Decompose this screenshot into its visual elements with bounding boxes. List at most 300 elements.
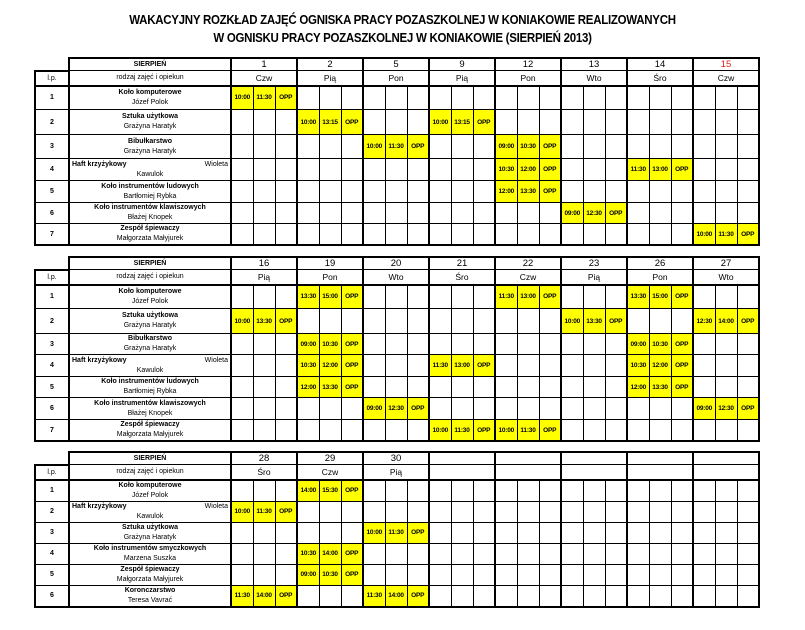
empty-cell <box>583 355 605 377</box>
empty-cell <box>715 135 737 159</box>
day-number: 21 <box>429 257 495 270</box>
table-row <box>35 181 759 203</box>
location-cell: OPP <box>671 355 693 377</box>
start-time-cell: 10:00 <box>429 110 451 135</box>
start-time-cell: 12:00 <box>627 377 649 398</box>
empty-cell <box>605 480 627 502</box>
end-time-cell: 13:30 <box>649 377 671 398</box>
activity-name: Sztuka użytkowa <box>121 523 178 531</box>
empty-cell <box>605 585 627 607</box>
empty-cell <box>407 543 429 564</box>
leader-name: Józef Polok <box>131 491 169 499</box>
empty-cell <box>363 377 385 398</box>
table-row <box>35 522 759 543</box>
empty-cell <box>275 377 297 398</box>
empty-cell <box>605 135 627 159</box>
empty-cell <box>473 564 495 585</box>
empty-cell <box>561 420 583 442</box>
empty-cell <box>253 181 275 203</box>
empty-cell <box>429 564 451 585</box>
day-number: 30 <box>363 452 429 465</box>
empty-cell <box>517 398 539 420</box>
empty-cell <box>715 585 737 607</box>
empty-cell <box>715 522 737 543</box>
schedule-table-1 <box>34 57 760 246</box>
empty-cell <box>627 181 649 203</box>
empty-cell <box>385 110 407 135</box>
empty-cell <box>693 86 715 110</box>
empty-cell <box>231 181 253 203</box>
weekday-name: Czw <box>297 465 363 480</box>
weekday-name: Wto <box>561 71 627 86</box>
end-time-cell: 15:00 <box>649 285 671 309</box>
empty-cell <box>495 224 517 246</box>
empty-cell <box>451 159 473 181</box>
empty-cell <box>737 135 759 159</box>
empty-cell <box>561 355 583 377</box>
empty-cell <box>561 543 583 564</box>
empty-cell <box>429 181 451 203</box>
empty-cell <box>451 285 473 309</box>
end-time-cell: 11:30 <box>253 86 275 110</box>
empty-cell <box>473 135 495 159</box>
day-number: 27 <box>693 257 759 270</box>
empty-cell <box>297 585 319 607</box>
start-time-cell: 11:30 <box>429 355 451 377</box>
start-time-cell: 09:00 <box>363 398 385 420</box>
empty-cell <box>473 543 495 564</box>
empty-cell <box>341 398 363 420</box>
location-cell: OPP <box>605 203 627 224</box>
activity-name: Sztuka użytkowa <box>121 113 178 120</box>
start-time-cell: 10:00 <box>231 86 253 110</box>
weekday-name: Śro <box>231 465 297 480</box>
empty-cell <box>627 309 649 334</box>
leader-name: Józef Polok <box>131 98 169 106</box>
day-number: 26 <box>627 257 693 270</box>
empty-cell <box>319 203 341 224</box>
empty-cell <box>583 224 605 246</box>
empty-cell <box>605 543 627 564</box>
empty-cell <box>693 585 715 607</box>
empty-cell <box>715 543 737 564</box>
activity-cell <box>69 135 231 159</box>
document-title-line-1: WAKACYJNY ROZKŁAD ZAJĘĆ OGNISKA PRACY POZASZKOLNEJ W KONIAKOWIE REALIZOWANYCH <box>129 13 676 27</box>
location-cell: OPP <box>407 585 429 607</box>
day-number: 16 <box>231 257 297 270</box>
activity-cell <box>69 159 231 181</box>
activity-name: Koło instrumentów klawiszowych <box>94 399 206 407</box>
start-time-cell: 11:30 <box>363 585 385 607</box>
empty-cell <box>715 285 737 309</box>
empty-cell <box>385 334 407 355</box>
day-number: 23 <box>561 257 627 270</box>
empty-cell <box>517 309 539 334</box>
empty-cell <box>341 203 363 224</box>
location-cell: OPP <box>341 564 363 585</box>
start-time-cell: 13:30 <box>627 285 649 309</box>
empty-cell <box>583 420 605 442</box>
row-number: 3 <box>35 334 69 355</box>
start-time-cell: 13:30 <box>297 285 319 309</box>
empty-cell <box>605 398 627 420</box>
table-row <box>35 480 759 502</box>
empty-cell <box>495 564 517 585</box>
empty-cell <box>341 159 363 181</box>
table-row <box>35 285 759 309</box>
weekday-name <box>627 465 693 480</box>
day-number: 5 <box>363 58 429 71</box>
empty-cell <box>517 334 539 355</box>
weekday-name: Pią <box>297 71 363 86</box>
empty-cell <box>473 203 495 224</box>
end-time-cell: 13:00 <box>517 285 539 309</box>
empty-cell <box>561 564 583 585</box>
location-cell: OPP <box>737 398 759 420</box>
empty-cell <box>253 420 275 442</box>
empty-cell <box>737 585 759 607</box>
day-number: 14 <box>627 58 693 71</box>
start-time-cell: 10:00 <box>561 309 583 334</box>
activity-cell <box>69 543 231 564</box>
end-time-cell: 12:30 <box>583 203 605 224</box>
empty-cell <box>341 86 363 110</box>
end-time-cell: 11:30 <box>385 135 407 159</box>
empty-cell <box>363 355 385 377</box>
empty-cell <box>693 543 715 564</box>
start-time-cell: 14:00 <box>297 480 319 502</box>
start-time-cell: 09:00 <box>627 334 649 355</box>
empty-cell <box>517 203 539 224</box>
row-number: 7 <box>35 420 69 442</box>
empty-cell <box>539 355 561 377</box>
empty-cell <box>737 181 759 203</box>
start-time-cell: 10:30 <box>495 159 517 181</box>
empty-cell <box>385 285 407 309</box>
empty-cell <box>297 501 319 522</box>
weekday-name: Pon <box>627 270 693 285</box>
empty-cell <box>385 203 407 224</box>
row-number: 1 <box>35 285 69 309</box>
activity-name: Koło instrumentów klawiszowych <box>94 204 206 211</box>
leader-name: Grażyna Haratyk <box>123 345 177 352</box>
location-cell: OPP <box>275 501 297 522</box>
table-row <box>35 398 759 420</box>
empty-cell <box>429 224 451 246</box>
empty-cell <box>583 334 605 355</box>
end-time-cell: 12:30 <box>385 398 407 420</box>
table-row <box>35 159 759 181</box>
weekday-name: Czw <box>693 71 759 86</box>
start-time-cell: 10:00 <box>231 309 253 334</box>
empty-cell <box>583 564 605 585</box>
empty-cell <box>429 309 451 334</box>
activity-cell <box>69 420 231 442</box>
row-number: 2 <box>35 309 69 334</box>
day-number: 19 <box>297 257 363 270</box>
empty-cell <box>451 224 473 246</box>
empty-cell <box>385 543 407 564</box>
empty-cell <box>539 501 561 522</box>
empty-cell <box>737 420 759 442</box>
empty-cell <box>275 203 297 224</box>
empty-cell <box>627 522 649 543</box>
row-number: 5 <box>35 377 69 398</box>
empty-cell <box>627 543 649 564</box>
empty-cell <box>561 480 583 502</box>
end-time-cell: 10:30 <box>319 334 341 355</box>
empty-cell <box>693 420 715 442</box>
empty-cell <box>715 86 737 110</box>
leader-name: Kawulok <box>136 366 164 374</box>
activity-cell <box>69 110 231 135</box>
end-time-cell: 13:30 <box>319 377 341 398</box>
row-number: 5 <box>35 181 69 203</box>
empty-cell <box>517 86 539 110</box>
empty-cell <box>407 224 429 246</box>
activity-cell <box>69 203 231 224</box>
empty-cell <box>627 585 649 607</box>
empty-cell <box>737 377 759 398</box>
empty-cell <box>407 334 429 355</box>
empty-cell <box>385 377 407 398</box>
table-row <box>35 334 759 355</box>
empty-cell <box>231 355 253 377</box>
location-cell: OPP <box>341 334 363 355</box>
empty-cell <box>451 377 473 398</box>
activity-name: Haft krzyżykowy <box>72 356 127 364</box>
empty-cell <box>407 420 429 442</box>
table-row <box>35 355 759 377</box>
empty-cell <box>231 480 253 502</box>
empty-cell <box>495 355 517 377</box>
empty-cell <box>319 181 341 203</box>
empty-cell <box>737 480 759 502</box>
empty-cell <box>275 420 297 442</box>
empty-cell <box>583 522 605 543</box>
empty-cell <box>319 398 341 420</box>
end-time-cell: 15:00 <box>319 285 341 309</box>
empty-cell <box>407 377 429 398</box>
leader-name: Grażyna Haratyk <box>123 322 177 329</box>
empty-cell <box>341 501 363 522</box>
empty-cell <box>429 285 451 309</box>
empty-cell <box>473 309 495 334</box>
empty-cell <box>671 398 693 420</box>
leader-name: Bartłomiej Rybka <box>123 388 177 395</box>
empty-cell <box>671 224 693 246</box>
empty-cell <box>275 181 297 203</box>
row-number: 6 <box>35 398 69 420</box>
end-time-cell: 14:00 <box>715 309 737 334</box>
table-row <box>35 203 759 224</box>
start-time-cell: 10:30 <box>627 355 649 377</box>
empty-cell <box>561 501 583 522</box>
lp-header: l.p. <box>35 270 69 285</box>
activity-cell <box>69 355 231 377</box>
weekday-name: Śro <box>627 71 693 86</box>
empty-cell <box>473 181 495 203</box>
weekday-name: Pią <box>429 71 495 86</box>
empty-cell <box>451 564 473 585</box>
empty-cell <box>715 334 737 355</box>
activity-cell <box>69 86 231 110</box>
empty-cell <box>561 522 583 543</box>
empty-cell <box>737 285 759 309</box>
empty-cell <box>671 522 693 543</box>
empty-cell <box>737 203 759 224</box>
location-cell: OPP <box>341 355 363 377</box>
start-time-cell: 12:00 <box>297 377 319 398</box>
empty-cell <box>539 585 561 607</box>
month-header: SIERPIEŃ <box>69 257 231 270</box>
location-cell: OPP <box>539 285 561 309</box>
activity-cell <box>69 501 231 522</box>
lp-header: l.p. <box>35 465 69 480</box>
weekday-name: Wto <box>693 270 759 285</box>
empty-cell <box>583 501 605 522</box>
leader-name: Bartłomiej Rybka <box>123 192 177 200</box>
empty-cell <box>451 309 473 334</box>
end-time-cell: 14:00 <box>253 585 275 607</box>
location-cell: OPP <box>407 522 429 543</box>
empty-cell <box>583 159 605 181</box>
empty-cell <box>561 181 583 203</box>
empty-cell <box>429 480 451 502</box>
document-title-line-2: W OGNISKU PRACY POZASZKOLNEJ W KONIAKOWIE (SIERPIEŃ 2013) <box>213 31 592 45</box>
empty-cell <box>407 480 429 502</box>
empty-cell <box>671 309 693 334</box>
activity-cell <box>69 309 231 334</box>
empty-cell <box>649 309 671 334</box>
empty-cell <box>495 309 517 334</box>
leader-name: Małgorzata Małyjurek <box>116 235 184 242</box>
empty-cell <box>297 309 319 334</box>
leader-name: Kawulok <box>136 170 164 178</box>
empty-cell <box>495 480 517 502</box>
empty-cell <box>693 522 715 543</box>
weekday-name <box>495 465 561 480</box>
start-time-cell: 10:00 <box>363 522 385 543</box>
start-time-cell: 10:00 <box>495 420 517 442</box>
empty-cell <box>495 377 517 398</box>
activity-name: Bibułkarstwo <box>128 335 172 342</box>
row-number: 2 <box>35 110 69 135</box>
empty-cell <box>495 398 517 420</box>
empty-cell <box>715 110 737 135</box>
start-time-cell: 10:00 <box>693 224 715 246</box>
activity-name: Zespół śpiewaczy <box>120 565 180 573</box>
empty-cell <box>539 86 561 110</box>
empty-cell <box>297 522 319 543</box>
weekday-name: Pią <box>561 270 627 285</box>
end-time-cell: 11:30 <box>385 522 407 543</box>
empty-cell <box>385 564 407 585</box>
empty-cell <box>605 110 627 135</box>
empty-cell <box>561 159 583 181</box>
empty-cell <box>737 355 759 377</box>
leader-name: Kawulok <box>136 512 164 520</box>
empty-cell <box>363 334 385 355</box>
empty-cell <box>693 110 715 135</box>
empty-cell <box>231 203 253 224</box>
empty-cell <box>297 86 319 110</box>
empty-cell <box>363 110 385 135</box>
location-cell: OPP <box>341 110 363 135</box>
activity-cell <box>69 564 231 585</box>
empty-cell <box>671 501 693 522</box>
empty-cell <box>561 110 583 135</box>
empty-cell <box>671 110 693 135</box>
row-number: 6 <box>35 203 69 224</box>
table-row <box>35 86 759 110</box>
row-number: 6 <box>35 585 69 607</box>
location-cell: OPP <box>275 585 297 607</box>
location-cell: OPP <box>539 135 561 159</box>
empty-cell <box>231 135 253 159</box>
weekday-name: Pią <box>363 465 429 480</box>
empty-cell <box>605 86 627 110</box>
empty-cell <box>583 86 605 110</box>
empty-cell <box>275 355 297 377</box>
end-time-cell: 12:30 <box>715 398 737 420</box>
empty-cell <box>473 159 495 181</box>
end-time-cell: 14:00 <box>319 543 341 564</box>
empty-cell <box>539 543 561 564</box>
empty-cell <box>517 377 539 398</box>
start-time-cell: 11:30 <box>627 159 649 181</box>
empty-cell <box>319 224 341 246</box>
empty-cell <box>517 501 539 522</box>
table-row <box>35 110 759 135</box>
empty-cell <box>649 420 671 442</box>
day-number: 13 <box>561 58 627 71</box>
empty-cell <box>583 135 605 159</box>
start-time-cell: 10:00 <box>363 135 385 159</box>
empty-cell <box>737 564 759 585</box>
empty-cell <box>363 181 385 203</box>
end-time-cell: 12:00 <box>517 159 539 181</box>
day-number: 1 <box>231 58 297 71</box>
empty-cell <box>407 203 429 224</box>
start-time-cell: 09:00 <box>561 203 583 224</box>
empty-cell <box>253 355 275 377</box>
empty-cell <box>715 501 737 522</box>
activity-name: Haft krzyżykowy <box>72 160 127 168</box>
empty-cell <box>385 355 407 377</box>
empty-cell <box>605 564 627 585</box>
empty-cell <box>495 543 517 564</box>
weekday-name: Pon <box>297 270 363 285</box>
empty-cell <box>627 110 649 135</box>
empty-cell <box>737 543 759 564</box>
row-number: 4 <box>35 543 69 564</box>
start-time-cell: 10:30 <box>297 355 319 377</box>
empty-cell <box>385 480 407 502</box>
empty-cell <box>715 203 737 224</box>
location-cell: OPP <box>341 377 363 398</box>
empty-cell <box>583 181 605 203</box>
empty-cell <box>341 135 363 159</box>
empty-cell <box>429 86 451 110</box>
empty-cell <box>693 334 715 355</box>
activity-cell <box>69 377 231 398</box>
empty-cell <box>275 522 297 543</box>
empty-cell <box>407 159 429 181</box>
start-time-cell: 09:00 <box>297 334 319 355</box>
empty-cell <box>231 224 253 246</box>
empty-cell <box>605 285 627 309</box>
